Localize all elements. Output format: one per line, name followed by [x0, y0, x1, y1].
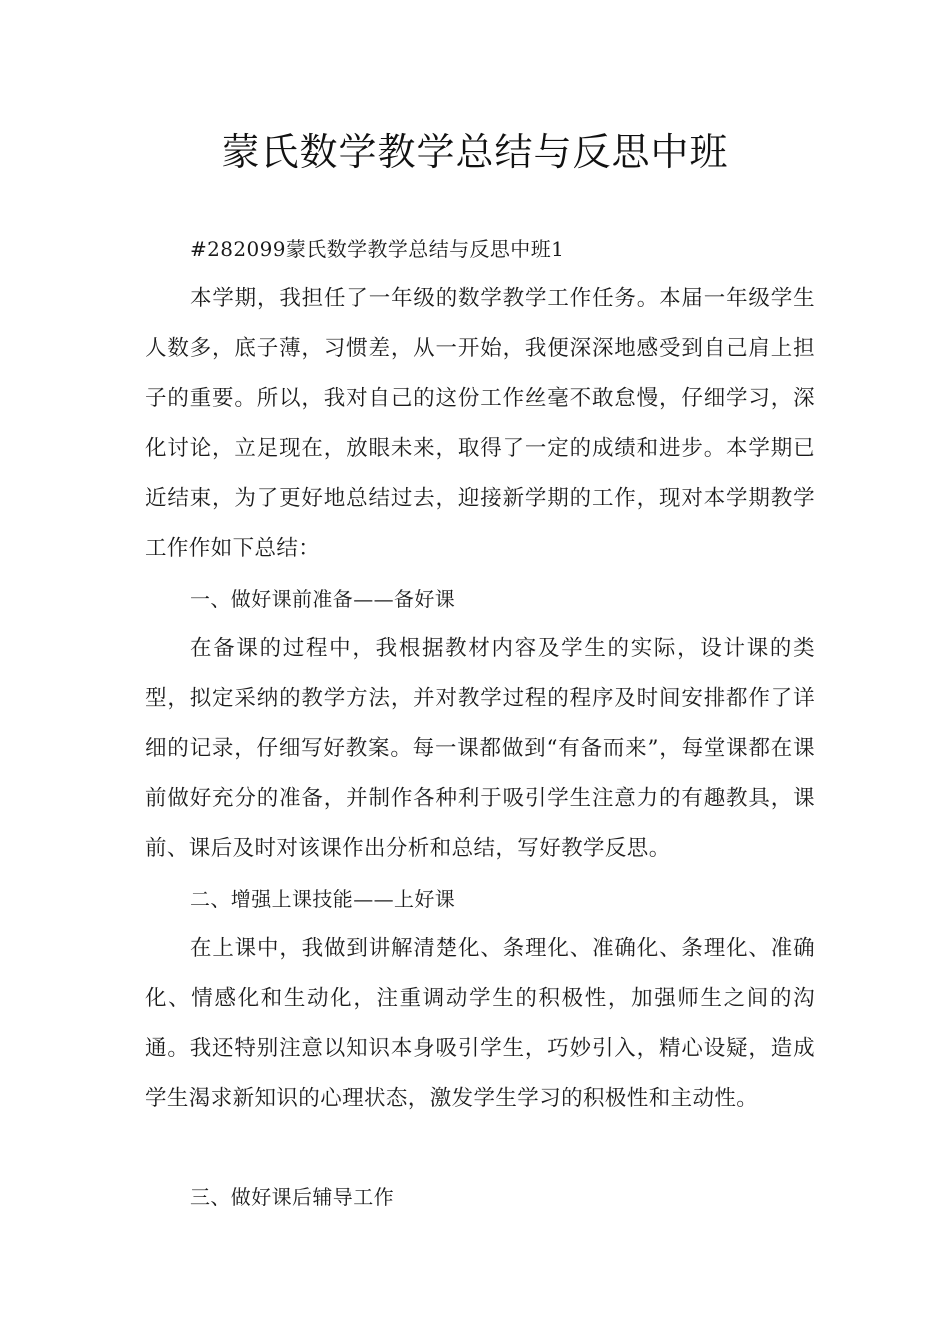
document-subtitle: #282099蒙氏数学教学总结与反思中班1: [190, 237, 565, 261]
paragraph-section-two: 在上课中，我做到讲解清楚化、条理化、准确化、条理化、准确化、情感化和生动化，注重调动学生的积极性，加强师生之间的沟通。我还特别注意以知识本身吸引学生，巧妙引入，精心设疑，造成学生渴求新知识的心理状态，激发学生学习的积极性和主动性。: [145, 936, 815, 1111]
section-heading: 二、增强上课技能——上好课: [190, 887, 456, 911]
section-heading: 一、做好课前准备——备好课: [190, 587, 456, 611]
section-two-body-block: [145, 924, 815, 1124]
section-two-heading-block: [145, 874, 815, 924]
section-heading: 三、做好课后辅导工作: [190, 1185, 394, 1209]
paragraph-intro: 本学期，我担任了一年级的数学教学工作任务。本届一年级学生人数多，底子薄，习惯差，从一开始，我便深深地感受到自己肩上担子的重要。所以，我对自己的这份工作丝毫不敢怠慢，仔细学习，深化讨论，立足现在，放眼未来，取得了一定的成绩和进步。本学期已近结束，为了更好地总结过去，迎接新学期的工作，现对本学期教学工作作如下总结：: [145, 286, 815, 561]
section-three-heading-block: [145, 1172, 815, 1222]
section-one-heading-block: [145, 574, 815, 624]
document-subtitle-block: [145, 224, 815, 274]
intro-block: [145, 274, 815, 574]
paragraph-section-one: 在备课的过程中，我根据教材内容及学生的实际，设计课的类型，拟定采纳的教学方法，并对教学过程的程序及时间安排都作了详细的记录，仔细写好教案。每一课都做到“有备而来”，每堂课都在课前做好充分的准备，并制作各种利于吸引学生注意力的有趣教具，课前、课后及时对该课作出分析和总结，写好教学反思。: [145, 636, 815, 861]
document-title: 蒙氏数学教学总结与反思中班: [221, 130, 729, 174]
section-one-body-block: [145, 624, 815, 874]
